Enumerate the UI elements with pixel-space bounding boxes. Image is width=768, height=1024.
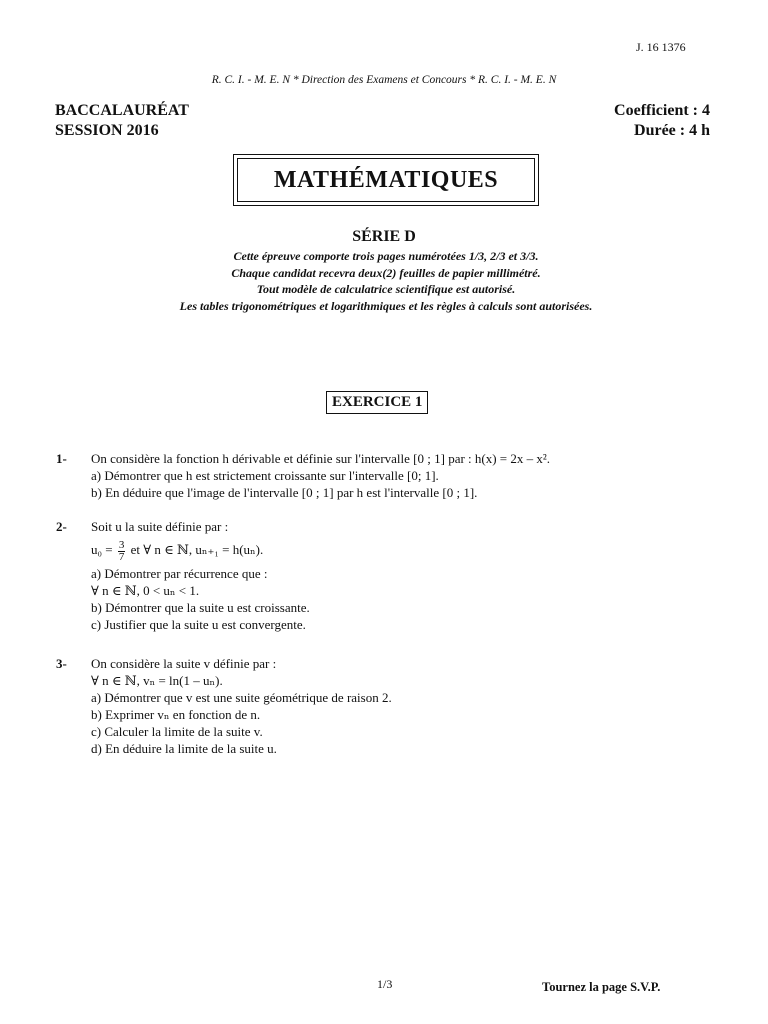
fraction bbox=[118, 540, 126, 563]
question-3-part-a: a) Démontrer que v est une suite géométrique de raison 2. bbox=[91, 690, 392, 705]
sequence-recurrence: et ∀ n ∈ ℕ, uₙ₊₁ = h(uₙ). bbox=[130, 542, 264, 557]
page-number: 1/3 bbox=[377, 977, 393, 991]
question-2-part-a-condition: ∀ n ∈ ℕ, 0 < uₙ < 1. bbox=[91, 583, 200, 598]
sequence-definition bbox=[91, 535, 310, 565]
instruction-line: Chaque candidat recevra deux(2) feuilles de papier millimétré. bbox=[231, 265, 541, 280]
subject-title-box bbox=[233, 154, 539, 206]
question-2-part-b: b) Démontrer que la suite u est croissante. bbox=[91, 600, 310, 615]
exam-instructions bbox=[0, 248, 768, 314]
question-3-part-d: d) En déduire la limite de la suite u. bbox=[91, 741, 277, 756]
ministry-banner: R. C. I. - M. E. N * Direction des Examens et Concours * R. C. I. - M. E. N bbox=[211, 74, 557, 86]
question-3-definition: ∀ n ∈ ℕ, vₙ = ln(1 – uₙ). bbox=[91, 673, 223, 688]
turn-page-note: Tournez la page S.V.P. bbox=[542, 980, 661, 994]
question-3 bbox=[91, 655, 392, 757]
question-2-intro: Soit u la suite définie par : bbox=[91, 519, 229, 534]
question-3-intro: On considère la suite v définie par : bbox=[91, 656, 277, 671]
question-2-part-c: c) Justifier que la suite u est convergente. bbox=[91, 617, 306, 632]
serie-heading: SÉRIE D bbox=[352, 228, 416, 245]
document-reference: J. 16 1376 bbox=[636, 40, 686, 54]
exam-session: SESSION 2016 bbox=[55, 122, 159, 139]
instruction-line: Tout modèle de calculatrice scientifique est autorisé. bbox=[256, 282, 516, 296]
exam-name: BACCALAURÉAT bbox=[55, 102, 189, 119]
question-3-part-c: c) Calculer la limite de la suite v. bbox=[91, 724, 263, 739]
question-3-number: 3- bbox=[56, 656, 67, 671]
coefficient: Coefficient : 4 bbox=[614, 102, 710, 119]
exam-meta bbox=[614, 101, 710, 141]
question-1 bbox=[91, 450, 550, 501]
question-3-part-b: b) Exprimer vₙ en fonction de n. bbox=[91, 707, 261, 722]
sequence-initial: u₀ = bbox=[91, 542, 113, 557]
instruction-line: Les tables trigonométriques et logarithmiques et les règles à calculs sont autorisées. bbox=[179, 298, 593, 313]
fraction-denominator: 7 bbox=[118, 550, 125, 563]
exam-info bbox=[55, 101, 189, 141]
instruction-line: Cette épreuve comporte trois pages numérotées 1/3, 2/3 et 3/3. bbox=[233, 249, 539, 263]
subject-title: MATHÉMATIQUES bbox=[273, 166, 499, 193]
question-2 bbox=[91, 518, 310, 633]
question-1-intro: On considère la fonction h dérivable et définie sur l'intervalle [0 ; 1] par : h(x) = 2x – x². bbox=[91, 451, 551, 466]
question-2-number: 2- bbox=[56, 519, 67, 534]
question-1-part-a: a) Démontrer que h est strictement croissante sur l'intervalle [0; 1]. bbox=[91, 468, 439, 483]
fraction-numerator: 3 bbox=[118, 538, 125, 551]
question-1-number: 1- bbox=[56, 451, 67, 466]
duration: Durée : 4 h bbox=[634, 122, 710, 139]
question-1-part-b: b) En déduire que l'image de l'intervalle [0 ; 1] par h est l'intervalle [0 ; 1]. bbox=[91, 485, 478, 500]
exercise-heading: EXERCICE 1 bbox=[326, 391, 428, 414]
question-2-part-a: a) Démontrer par récurrence que : bbox=[91, 566, 268, 581]
